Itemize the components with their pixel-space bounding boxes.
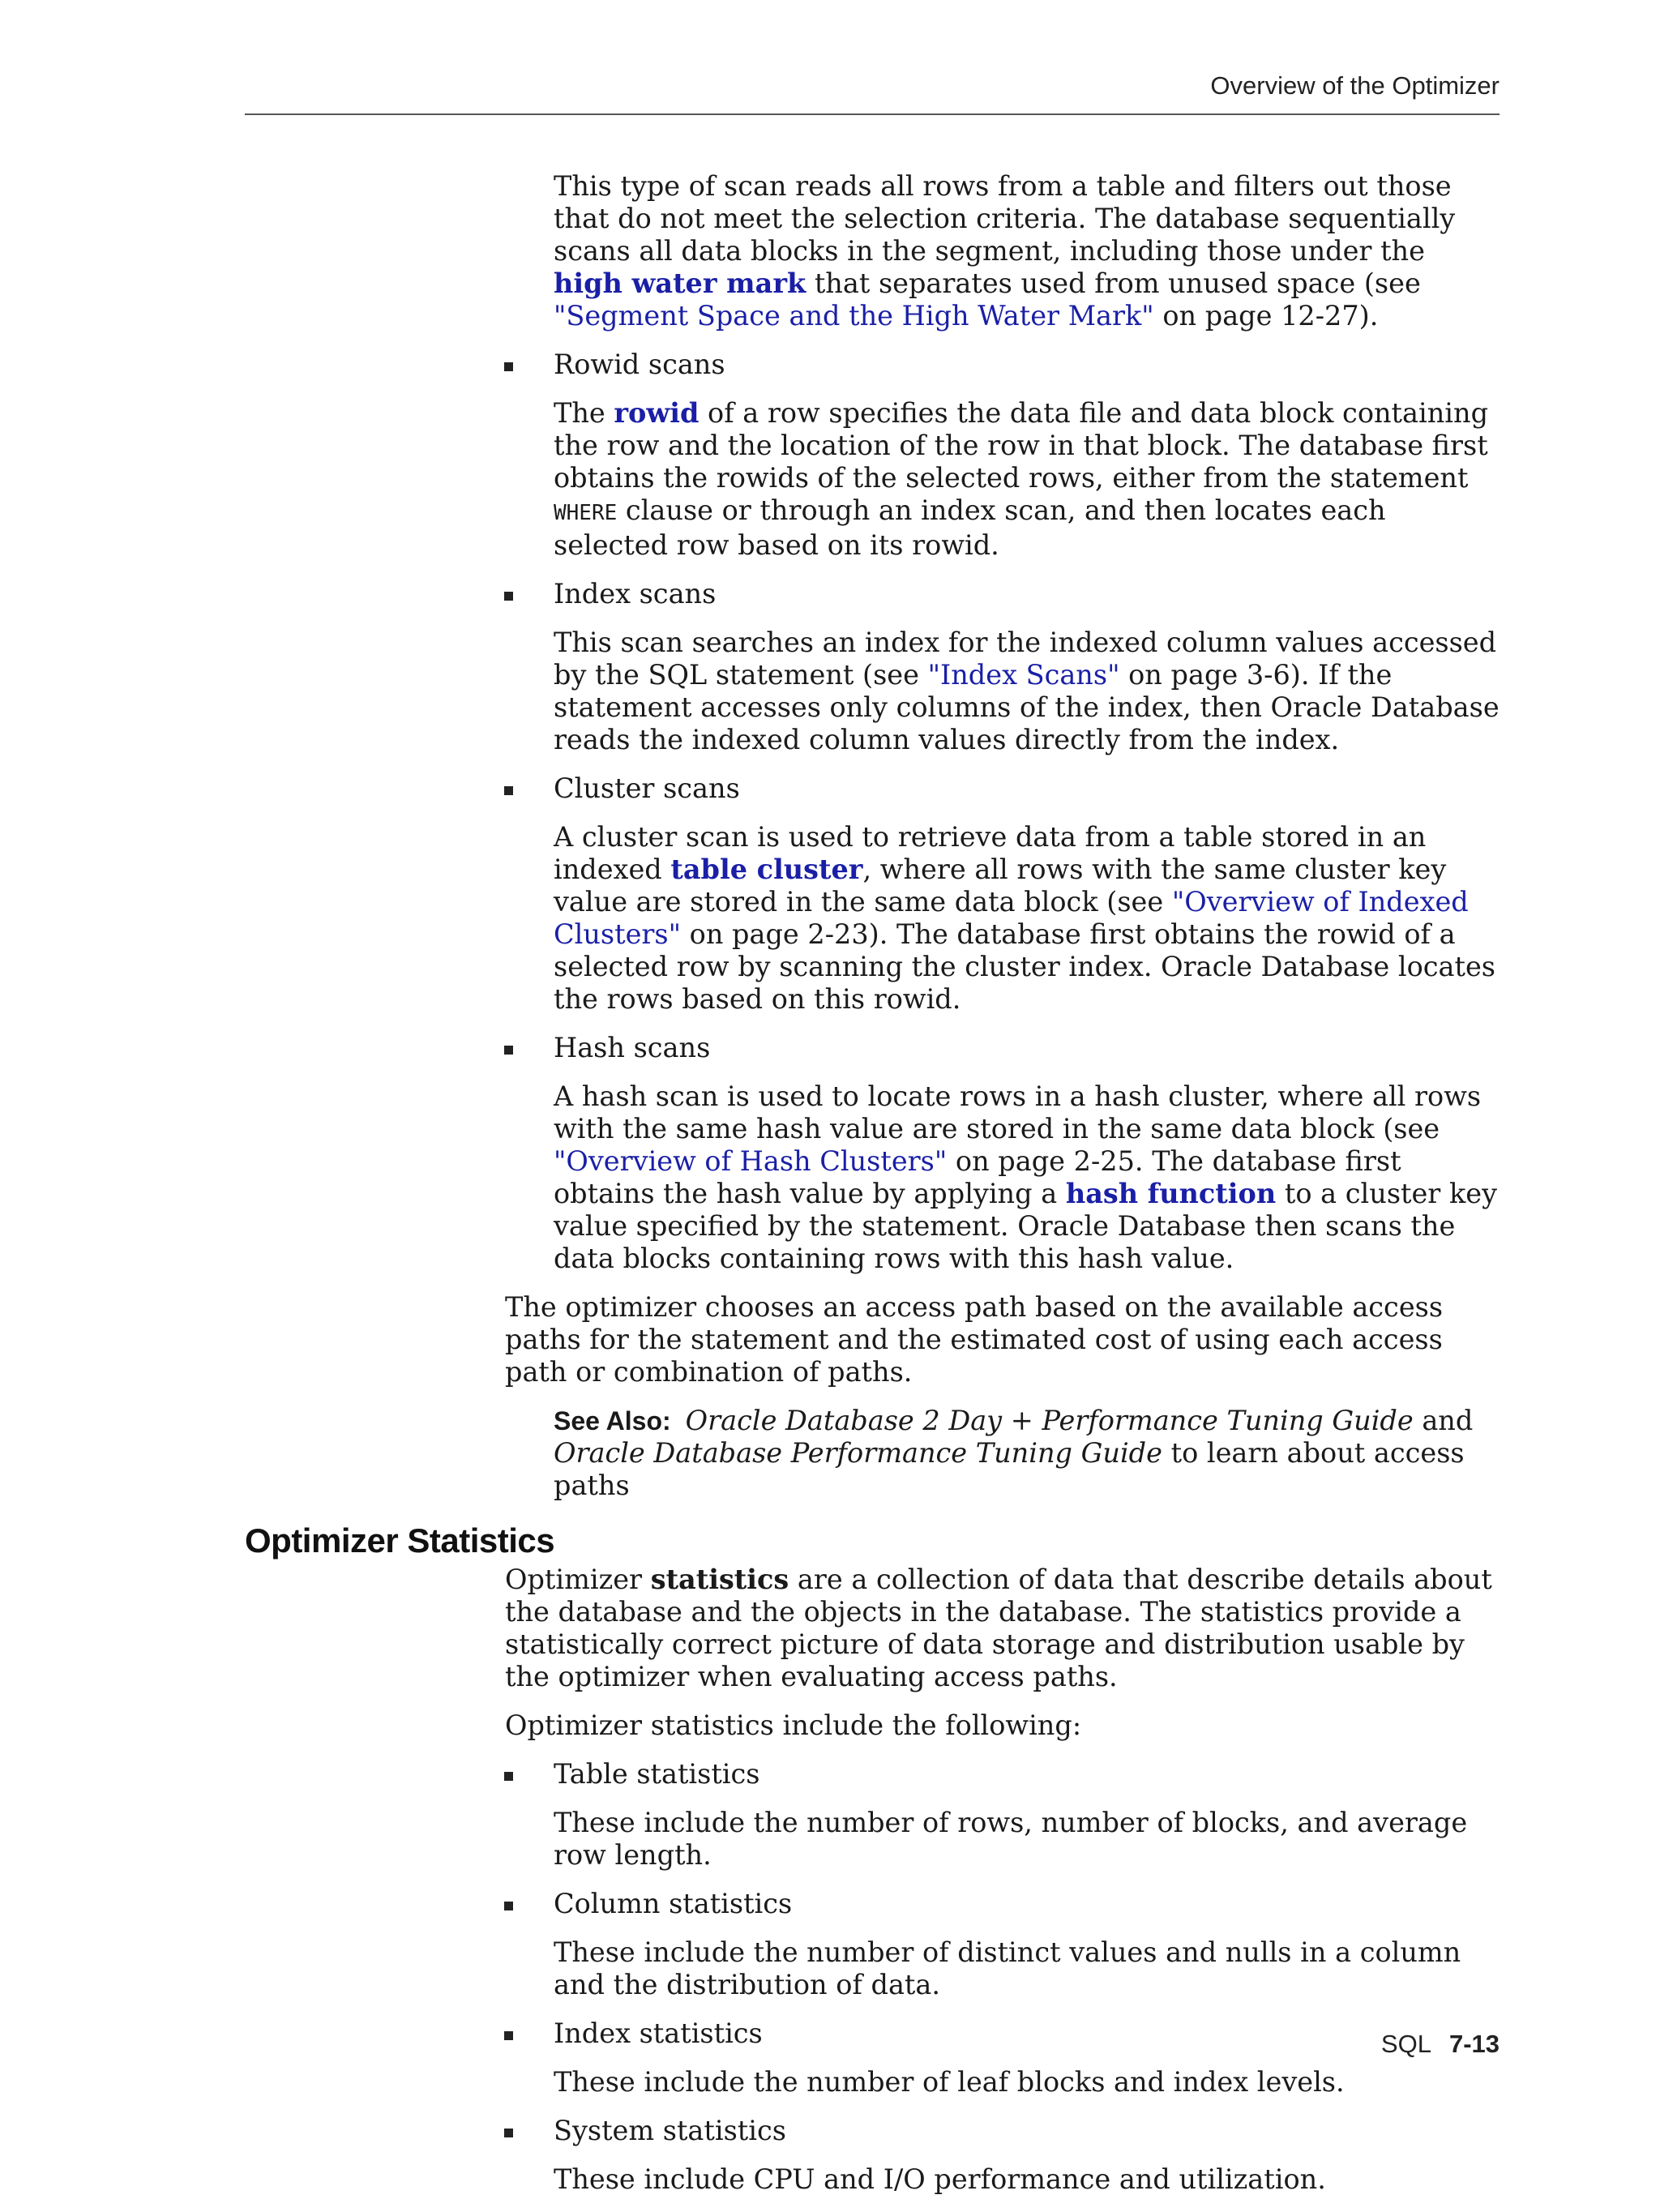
text: This type of scan reads all rows from a table and filters out those that do not meet the selection criteria. The database sequentially scans all data blocks in the segment, including those under the xyxy=(554,170,1456,267)
bullet-icon xyxy=(504,1046,513,1055)
bullet-icon xyxy=(504,592,513,601)
index-statistics-description: These include the number of leaf blocks and index levels. xyxy=(554,2066,1345,2098)
text: Optimizer xyxy=(505,1564,651,1595)
list-item-label: Index statistics xyxy=(554,2017,763,2049)
text: and xyxy=(1413,1405,1474,1436)
text: of a row specifies the data file and data block containing the row and the location of the row in that block. The database first obtains the rowids of the selected rows, either from the statement xyxy=(554,397,1489,494)
list-item-system-statistics xyxy=(554,2115,1500,2147)
cluster-scans-description xyxy=(554,821,1500,1016)
list-item-rowid-scans xyxy=(554,349,1500,381)
list-item-label: Index scans xyxy=(554,578,717,610)
text: on page 12-27). xyxy=(1153,300,1379,332)
list-item-label: Cluster scans xyxy=(554,772,740,804)
glossary-term-hash-function[interactable]: hash function xyxy=(1065,1178,1277,1209)
see-also-note xyxy=(245,1405,1500,1502)
list-item-table-statistics xyxy=(554,1758,1500,1791)
statistics-intro-paragraph xyxy=(505,1564,1500,1693)
text: , where all rows with the same cluster key value are stored in the same data block (see xyxy=(554,854,1447,918)
list-item-label: Rowid scans xyxy=(554,349,725,380)
list-item-hash-scans xyxy=(554,1032,1500,1064)
text: This scan searches an index for the indexed column values accessed by the SQL statement (see xyxy=(554,627,1497,691)
list-item-label: System statistics xyxy=(554,2115,786,2146)
column-statistics-description: These include the number of distinct values and nulls in a column and the distribution of data. xyxy=(554,1936,1461,2000)
text: on page 2-23). The database first obtains the rowid of a selected row by scanning the cluster index. Oracle Database locates the rows based on this rowid. xyxy=(554,918,1495,1015)
page-content xyxy=(245,170,1500,2212)
text: clause or through an index scan, and then locates each selected row based on its rowid. xyxy=(554,494,1386,561)
header-rule xyxy=(245,113,1500,115)
list-item-label: Column statistics xyxy=(554,1888,793,1919)
system-statistics-description: These include CPU and I/O performance and utilization. xyxy=(554,2163,1326,2195)
glossary-term-high-water-mark[interactable]: high water mark xyxy=(554,267,806,299)
text: that separates used from unused space (see xyxy=(806,267,1421,299)
link-hash-clusters[interactable]: "Overview of Hash Clusters" xyxy=(554,1145,948,1177)
bullet-icon xyxy=(504,786,513,795)
text: on page 2-25. The database first obtains the hash value by applying a xyxy=(554,1145,1401,1209)
link-segment-space[interactable]: "Segment Space and the High Water Mark" xyxy=(554,300,1154,332)
text: on page 3-6). If the statement accesses only columns of the index, then Oracle Database reads the indexed column values directly from the index. xyxy=(554,659,1500,755)
see-also-title-2[interactable]: Oracle Database Performance Tuning Guide xyxy=(554,1437,1162,1469)
list-item-label: Table statistics xyxy=(554,1758,760,1790)
code-where: WHERE xyxy=(554,501,618,525)
page-number: 7-13 xyxy=(1448,2030,1500,2058)
bullet-icon xyxy=(504,1772,513,1781)
footer-book-title: SQL xyxy=(1380,2030,1431,2058)
rowid-scans-description xyxy=(554,397,1500,562)
list-item-cluster-scans xyxy=(554,772,1500,805)
text: A cluster scan is used to retrieve data from a table stored in an indexed xyxy=(554,821,1427,885)
list-item-column-statistics xyxy=(554,1888,1500,1920)
bullet-icon xyxy=(504,1902,513,1910)
page-footer xyxy=(245,2030,1500,2059)
see-also-title-1[interactable]: Oracle Database 2 Day + Performance Tuning Guide xyxy=(685,1405,1414,1436)
bold-term-statistics: statistics xyxy=(650,1564,789,1595)
glossary-term-rowid[interactable]: rowid xyxy=(614,397,700,429)
table-statistics-description: These include the number of rows, number of blocks, and average row length. xyxy=(554,1807,1468,1871)
section-heading: Optimizer Statistics xyxy=(245,1521,555,1560)
running-header: Overview of the Optimizer xyxy=(1210,71,1500,100)
list-item-index-scans xyxy=(554,578,1500,610)
link-index-scans[interactable]: "Index Scans" xyxy=(927,659,1120,691)
glossary-term-table-cluster[interactable]: table cluster xyxy=(670,854,863,885)
text: are a collection of data that describe details about the database and the objects in the database. The statistics provide a statistically correct picture of data storage and distribution usable by the optimizer when evaluating access paths. xyxy=(505,1564,1492,1692)
index-scans-description xyxy=(554,627,1500,756)
see-also-label: See Also: xyxy=(554,1406,671,1435)
text: to a cluster key value specified by the statement. Oracle Database then scans the data blocks containing rows with this hash value. xyxy=(554,1178,1498,1274)
hash-scans-description xyxy=(554,1080,1500,1275)
bullet-icon xyxy=(504,362,513,371)
bullet-icon xyxy=(504,2129,513,2137)
text: The xyxy=(554,397,614,429)
list-item-label: Hash scans xyxy=(554,1032,711,1063)
text: A hash scan is used to locate rows in a hash cluster, where all rows with the same hash value are stored in the same data block (see xyxy=(554,1080,1482,1145)
full-table-scan-description xyxy=(554,170,1500,332)
access-path-paragraph: The optimizer chooses an access path based on the available access paths for the statement and the estimated cost of using each access path or combination of paths. xyxy=(505,1291,1444,1388)
statistics-include-paragraph: Optimizer statistics include the following: xyxy=(505,1709,1082,1741)
link-indexed-clusters[interactable]: "Overview of Indexed Clusters" xyxy=(554,886,1469,950)
text: to learn about access paths xyxy=(554,1437,1465,1501)
